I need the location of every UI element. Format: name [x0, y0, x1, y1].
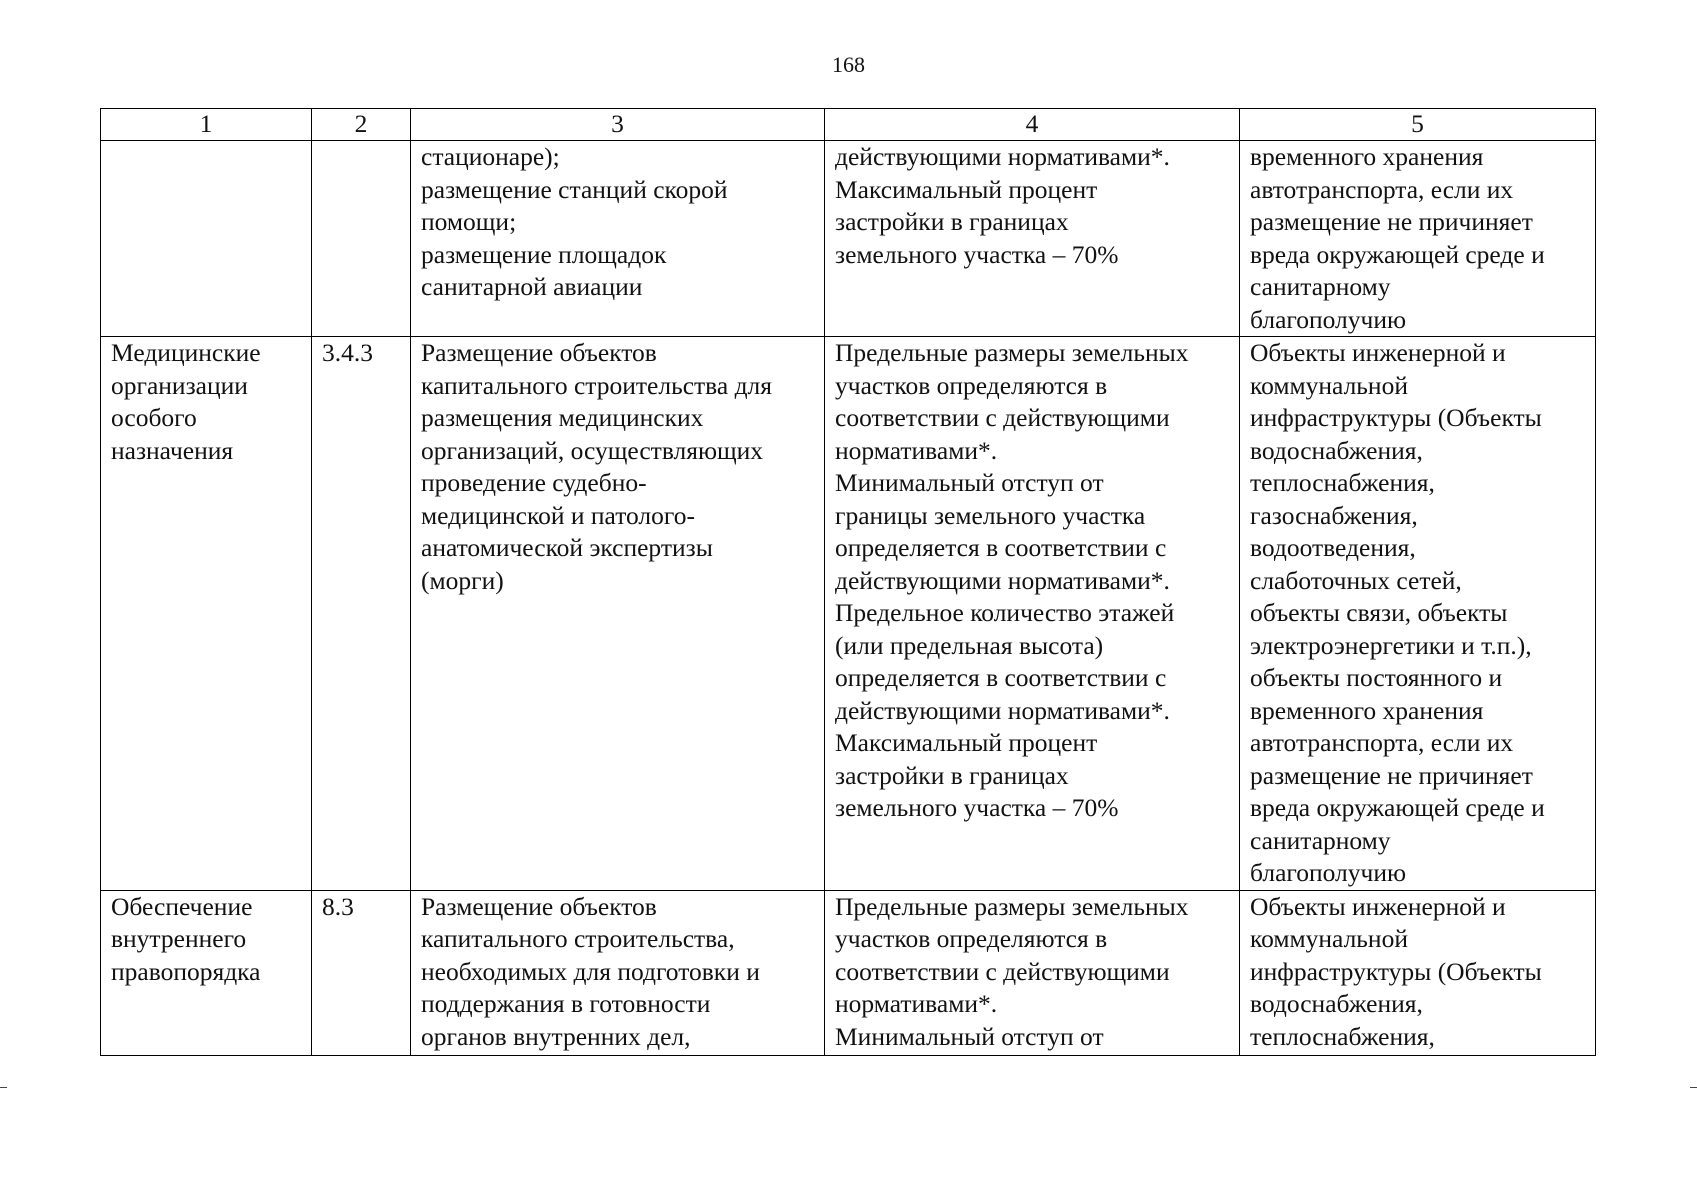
cell-text-line: поддержания в готовности: [421, 989, 711, 1018]
cell-text-line: стационаре);: [421, 142, 560, 171]
cell-text-line: коммунальной: [1250, 370, 1408, 400]
cell-text-line: соответствии с действующими: [835, 403, 1170, 432]
cell-text-line: Минимальный отступ от: [835, 1021, 1104, 1051]
cell-text-line: теплоснабжения,: [1250, 468, 1435, 497]
cell-text-line: вреда окружающей среде и: [1250, 239, 1545, 269]
cell-text-line: коммунальной: [1250, 924, 1408, 953]
cell-text-line: газоснабжения,: [1250, 500, 1418, 530]
table-row: [101, 890, 1596, 1055]
use-type-name-cell: [101, 337, 312, 891]
cell-text-line: Объекты инженерной и: [1250, 891, 1506, 921]
cell-text-line: водоснабжения,: [1250, 989, 1423, 1018]
cell-text-line: автотранспорта, если их: [1250, 174, 1514, 204]
cell-text-line: водоснабжения,: [1250, 435, 1423, 465]
cell-text-line: (морги): [421, 565, 504, 595]
cell-text-line: помощи;: [421, 207, 517, 236]
table-row: [101, 337, 1596, 891]
cell-text-line: Размещение объектов: [421, 338, 657, 367]
use-type-name-cell: [101, 890, 312, 1055]
cell-text-line: земельного участка – 70%: [835, 793, 1119, 822]
parameters-cell: [825, 141, 1240, 337]
cell-text-line: анатомической экспертизы: [421, 533, 713, 562]
right-edge-mark: [1690, 1087, 1697, 1088]
column-header-1: 1: [101, 109, 312, 141]
cell-text-line: капитального строительства,: [421, 924, 735, 953]
cell-text-line: Максимальный процент: [835, 728, 1098, 757]
cell-text-line: размещение станций скорой: [421, 174, 728, 204]
cell-text-line: определяется в соответствии с: [835, 663, 1167, 692]
cell-text-line: проведение судебно-: [421, 468, 647, 497]
cell-text-line: внутреннего: [111, 924, 247, 953]
cell-text-line: санитарной авиации: [421, 272, 643, 301]
cell-text-line: объекты постоянного и: [1250, 663, 1503, 692]
cell-text-line: объекты связи, объекты: [1250, 598, 1508, 627]
cell-text-line: действующими нормативами*.: [835, 695, 1170, 725]
cell-text-line: Предельные размеры земельных: [835, 891, 1189, 921]
cell-text-line: (или предельная высота): [835, 630, 1104, 660]
cell-text-line: Медицинские: [111, 338, 261, 367]
cell-text-line: участков определяются в: [835, 924, 1108, 953]
cell-text-line: инфраструктуры (Объекты: [1250, 403, 1542, 432]
cell-text-line: медицинской и патолого-: [421, 500, 695, 530]
cell-text-line: временного хранения: [1250, 142, 1484, 171]
cell-text-line: размещение не причиняет: [1250, 207, 1533, 236]
cell-text-line: размещение не причиняет: [1250, 760, 1533, 790]
auxiliary-uses-cell: [1240, 337, 1596, 891]
cell-text-line: особого: [111, 403, 197, 432]
cell-text-line: действующими нормативами*.: [835, 565, 1170, 595]
cell-text-line: нормативами*.: [835, 435, 998, 465]
cell-text-line: благополучию: [1250, 304, 1407, 334]
cell-text-line: благополучию: [1250, 858, 1407, 887]
auxiliary-uses-cell: [1240, 890, 1596, 1055]
use-type-name-cell: [101, 141, 312, 337]
cell-text-line: границы земельного участка: [835, 500, 1146, 530]
cell-text-line: нормативами*.: [835, 989, 998, 1018]
cell-text-line: Объекты инженерной и: [1250, 338, 1506, 367]
cell-text-line: органов внутренних дел,: [421, 1021, 691, 1051]
cell-text-line: определяется в соответствии с: [835, 533, 1167, 562]
cell-text-line: земельного участка – 70%: [835, 239, 1119, 269]
cell-text-line: правопорядка: [111, 956, 261, 986]
cell-text-line: вреда окружающей среде и: [1250, 793, 1545, 822]
use-code-cell: [312, 141, 411, 337]
cell-text-line: застройки в границах: [835, 207, 1069, 236]
parameters-cell: [825, 890, 1240, 1055]
column-header-5: 5: [1240, 109, 1596, 141]
cell-text-line: необходимых для подготовки и: [421, 956, 760, 986]
cell-text-line: назначения: [111, 435, 234, 465]
parameters-cell: [825, 337, 1240, 891]
cell-text-line: соответствии с действующими: [835, 956, 1170, 986]
use-code-cell: 8.3: [312, 890, 411, 1055]
land-use-table: [100, 108, 1596, 1056]
cell-text-line: Максимальный процент: [835, 174, 1098, 204]
cell-text-line: водоотведения,: [1250, 533, 1416, 562]
cell-text-line: организаций, осуществляющих: [421, 435, 764, 465]
cell-text-line: санитарному: [1250, 825, 1391, 855]
cell-text-line: участков определяются в: [835, 370, 1108, 400]
cell-text-line: Предельные размеры земельных: [835, 338, 1189, 367]
use-code-cell: 3.4.3: [312, 337, 411, 891]
cell-text-line: теплоснабжения,: [1250, 1021, 1435, 1051]
cell-text-line: Обеспечение: [111, 891, 253, 921]
cell-text-line: организации: [111, 370, 248, 400]
cell-text-line: санитарному: [1250, 272, 1391, 301]
cell-text-line: временного хранения: [1250, 695, 1484, 725]
use-description-cell: [411, 890, 825, 1055]
cell-text-line: размещение площадок: [421, 239, 667, 269]
auxiliary-uses-cell: [1240, 141, 1596, 337]
cell-text-line: автотранспорта, если их: [1250, 728, 1514, 757]
use-description-cell: [411, 141, 825, 337]
cell-text-line: электроэнергетики и т.п.),: [1250, 630, 1532, 660]
cell-text-line: слаботочных сетей,: [1250, 565, 1462, 595]
column-header-3: 3: [411, 109, 825, 141]
page-number: 168: [832, 52, 865, 77]
left-edge-mark: [0, 1087, 7, 1088]
use-description-cell: [411, 337, 825, 891]
column-header-2: 2: [312, 109, 411, 141]
table-header-row: [101, 109, 1596, 141]
cell-text-line: капитального строительства для: [421, 370, 772, 400]
cell-text-line: Минимальный отступ от: [835, 468, 1104, 497]
cell-text-line: Размещение объектов: [421, 891, 657, 921]
cell-text-line: инфраструктуры (Объекты: [1250, 956, 1542, 986]
table-row: [101, 141, 1596, 337]
cell-text-line: застройки в границах: [835, 760, 1069, 790]
column-header-4: 4: [825, 109, 1240, 141]
cell-text-line: размещения медицинских: [421, 403, 704, 432]
cell-text-line: действующими нормативами*.: [835, 142, 1170, 171]
cell-text-line: Предельное количество этажей: [835, 598, 1175, 627]
